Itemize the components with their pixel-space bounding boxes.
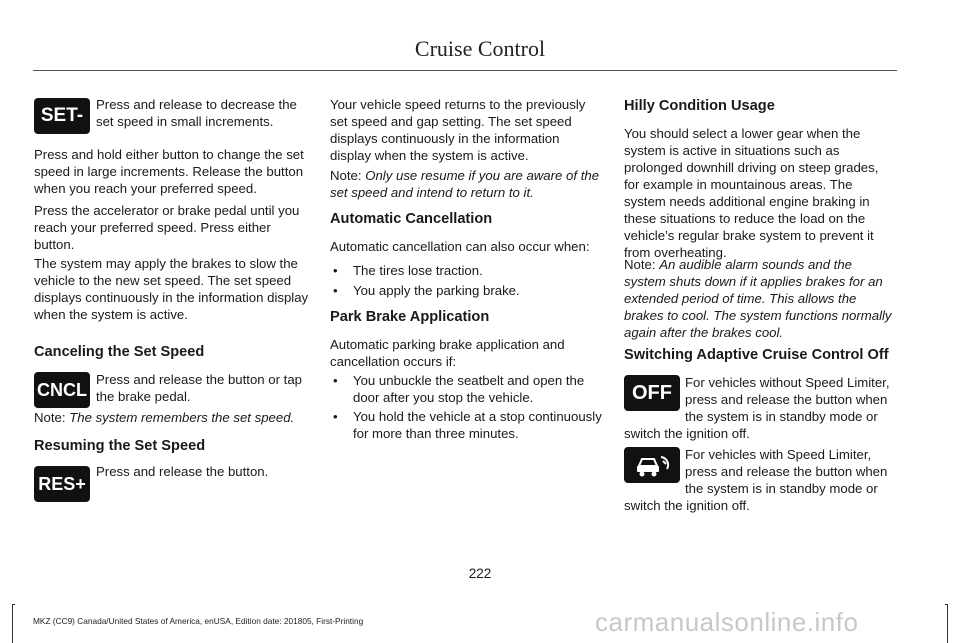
- speed-returns-text: Your vehicle speed returns to the previously set speed and gap setting. The set speed displays continuously in the information display when the system is active.: [330, 97, 586, 163]
- crop-mark: [947, 604, 948, 643]
- resume-note: [330, 167, 602, 201]
- crop-mark: [945, 604, 948, 605]
- bullet-item: You unbuckle the seatbelt and open the door after you stop the vehicle.: [353, 373, 585, 405]
- cancel-text: Press and release the button or tap the brake pedal.: [96, 372, 303, 404]
- hilly-note: [624, 256, 896, 341]
- park-brake-text: Automatic parking brake application and cancellation occurs if:: [330, 337, 565, 369]
- note-text: Only use resume if you are aware of the set speed and intend to return to it.: [330, 168, 600, 200]
- bullet-dot: •: [333, 263, 338, 278]
- note-label: Note:: [34, 410, 66, 425]
- off-without-limiter-text: [624, 374, 896, 442]
- bullet-item: You apply the parking brake.: [353, 283, 520, 298]
- note-label: Note:: [330, 168, 362, 183]
- off-icon: OFF: [624, 375, 680, 411]
- bullet-item: You hold the vehicle at a stop continuously for more than three minutes.: [353, 409, 602, 441]
- bullet-dot: •: [333, 283, 338, 298]
- page-title: Cruise Control: [414, 36, 546, 61]
- icon-spacer: [624, 374, 685, 424]
- off-with-limiter-text: [624, 446, 896, 514]
- switching-off-heading: Switching Adaptive Cruise Control Off: [624, 347, 889, 363]
- note-label: Note:: [624, 257, 656, 272]
- automatic-cancellation-heading: Automatic Cancellation: [330, 211, 493, 227]
- canceling-heading: Canceling the Set Speed: [34, 344, 205, 360]
- hilly-text: You should select a lower gear when the system is active in situations such as prolonged downhill driving on steep grades, for example in mountainous areas. The system needs additional engine braking in these situations to reduce the load on the vehicle’s regular brake system to prevent it from overheating.: [624, 126, 879, 260]
- accelerator-text: Press the accelerator or brake pedal until you reach your preferred speed. Press either button.: [34, 203, 300, 252]
- hold-button-text: Press and hold either button to change the set speed in large increments. Release the button when you reach your preferred speed.: [34, 147, 304, 196]
- hilly-heading: Hilly Condition Usage: [624, 98, 775, 114]
- watermark: carmanualsonline.info: [595, 607, 859, 637]
- bullet-item: The tires lose traction.: [353, 263, 483, 278]
- cancel-note: [34, 409, 314, 426]
- bullet-dot: •: [333, 409, 338, 424]
- park-brake-heading: Park Brake Application: [330, 309, 490, 325]
- res-plus-icon: RES+: [34, 466, 90, 502]
- set-minus-icon: SET-: [34, 98, 90, 134]
- off-with-limiter-body: For vehicles with Speed Limiter, press and release the button when the system is in standby mode or switch the ignition off.: [624, 447, 888, 513]
- page-number: 222: [468, 566, 492, 581]
- icon-spacer: [624, 446, 685, 496]
- crop-mark: [12, 604, 15, 605]
- cncl-icon: CNCL: [34, 372, 90, 408]
- resume-text: Press and release the button.: [96, 464, 269, 479]
- resuming-heading: Resuming the Set Speed: [34, 438, 206, 454]
- automatic-cancellation-text: Automatic cancellation can also occur when:: [330, 239, 590, 254]
- decrease-speed-text: Press and release to decrease the set speed in small increments.: [96, 97, 297, 129]
- crop-mark: [12, 604, 13, 643]
- header-rule: [33, 70, 897, 71]
- edition-info: MKZ (CC9) Canada/United States of America, enUSA, Edition date: 201805, First-Printing: [33, 616, 364, 626]
- note-text: An audible alarm sounds and the system shuts down if it applies brakes for an extended period of time. This allows the brakes to cool. The system functions normally again after the brakes cool.: [624, 257, 892, 340]
- bullet-dot: •: [333, 373, 338, 388]
- off-without-limiter-body: For vehicles without Speed Limiter, press and release the button when the system is in standby mode or switch the ignition off.: [624, 375, 890, 441]
- brakes-slow-text: The system may apply the brakes to slow the vehicle to the new set speed. The set speed displays continuously in the information display when the system is active.: [34, 256, 309, 322]
- note-text: The system remembers the set speed.: [69, 410, 295, 425]
